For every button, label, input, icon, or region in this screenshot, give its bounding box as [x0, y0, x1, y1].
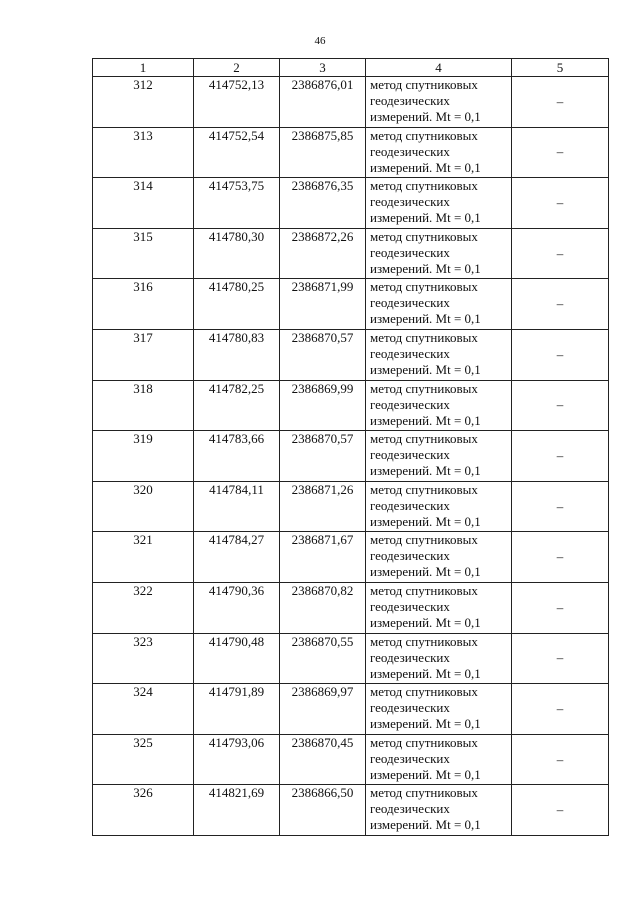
- method-description: [366, 431, 512, 482]
- coordinate-y: 2386869,97: [280, 684, 366, 735]
- coordinate-x: 414780,83: [194, 329, 280, 380]
- page-number: 46: [314, 35, 326, 47]
- table-row: [93, 380, 609, 431]
- point-number: 326: [93, 785, 194, 836]
- column-header-4: 4: [366, 59, 512, 77]
- point-number: 322: [93, 582, 194, 633]
- column-5-value: –: [512, 481, 609, 532]
- method-description: [366, 785, 512, 836]
- method-line: геодезических: [370, 244, 450, 260]
- table-row: [93, 633, 609, 684]
- method-line: геодезических: [370, 598, 450, 614]
- point-number: 313: [93, 127, 194, 178]
- method-line: метод спутниковых: [370, 785, 478, 801]
- table-row: [93, 329, 609, 380]
- method-line: геодезических: [370, 700, 450, 716]
- column-header-1: 1: [93, 59, 194, 77]
- method-line: метод спутниковых: [370, 734, 478, 750]
- column-5-value: –: [512, 329, 609, 380]
- method-line: геодезических: [370, 93, 450, 108]
- method-line: метод спутниковых: [370, 684, 478, 700]
- coordinate-y: 2386875,85: [280, 127, 366, 178]
- coordinate-x: 414752,54: [194, 127, 280, 178]
- coordinate-x: 414790,36: [194, 582, 280, 633]
- method-line: метод спутниковых: [370, 279, 478, 295]
- method-description: [366, 77, 512, 128]
- method-line: геодезических: [370, 447, 450, 463]
- method-line: измерений. Mt = 0,1: [370, 614, 481, 630]
- method-line: геодезических: [370, 497, 450, 513]
- coordinate-x: 414790,48: [194, 633, 280, 684]
- column-5-value: –: [512, 785, 609, 836]
- point-number: 321: [93, 532, 194, 583]
- method-line: измерений. Mt = 0,1: [370, 361, 481, 377]
- method-description: [366, 684, 512, 735]
- method-line: метод спутниковых: [370, 582, 478, 598]
- method-line: измерений. Mt = 0,1: [370, 665, 481, 681]
- method-line: геодезических: [370, 143, 450, 159]
- table-row: [93, 532, 609, 583]
- column-5-value: –: [512, 178, 609, 229]
- coordinate-x: 414784,11: [194, 481, 280, 532]
- method-line: метод спутниковых: [370, 431, 478, 447]
- column-5-value: –: [512, 532, 609, 583]
- table-row: [93, 431, 609, 482]
- point-number: 316: [93, 279, 194, 330]
- method-line: измерений. Mt = 0,1: [370, 716, 481, 732]
- coordinate-y: 2386870,82: [280, 582, 366, 633]
- method-line: геодезических: [370, 295, 450, 311]
- point-number: 319: [93, 431, 194, 482]
- column-5-value: –: [512, 431, 609, 482]
- coordinate-x: 414753,75: [194, 178, 280, 229]
- point-number: 325: [93, 734, 194, 785]
- method-line: измерений. Mt = 0,1: [370, 159, 481, 175]
- table-row: [93, 785, 609, 836]
- method-line: метод спутниковых: [370, 532, 478, 548]
- method-line: метод спутниковых: [370, 481, 478, 497]
- point-number: 323: [93, 633, 194, 684]
- coordinate-x: 414791,89: [194, 684, 280, 735]
- coordinate-x: 414780,25: [194, 279, 280, 330]
- method-line: метод спутниковых: [370, 329, 478, 345]
- method-description: [366, 380, 512, 431]
- table-row: [93, 582, 609, 633]
- table-row: [93, 127, 609, 178]
- method-line: метод спутниковых: [370, 127, 478, 143]
- column-5-value: –: [512, 228, 609, 279]
- method-description: [366, 228, 512, 279]
- point-number: 317: [93, 329, 194, 380]
- point-number: 318: [93, 380, 194, 431]
- column-5-value: –: [512, 77, 609, 128]
- column-5-value: –: [512, 582, 609, 633]
- method-line: геодезических: [370, 801, 450, 817]
- method-line: геодезических: [370, 750, 450, 766]
- method-line: метод спутниковых: [370, 178, 478, 194]
- method-description: [366, 178, 512, 229]
- coordinate-y: 2386870,57: [280, 431, 366, 482]
- point-number: 312: [93, 77, 194, 128]
- method-line: геодезических: [370, 548, 450, 564]
- coordinate-x: 414821,69: [194, 785, 280, 836]
- point-number: 315: [93, 228, 194, 279]
- method-line: измерений. Mt = 0,1: [370, 210, 481, 226]
- table-row: [93, 228, 609, 279]
- method-line: измерений. Mt = 0,1: [370, 412, 481, 428]
- column-header-2: 2: [194, 59, 280, 77]
- coordinate-x: 414793,06: [194, 734, 280, 785]
- coordinate-y: 2386872,26: [280, 228, 366, 279]
- column-5-value: –: [512, 279, 609, 330]
- method-line: измерений. Mt = 0,1: [370, 260, 481, 276]
- table-row: [93, 77, 609, 128]
- method-description: [366, 279, 512, 330]
- method-description: [366, 582, 512, 633]
- coordinate-x: 414784,27: [194, 532, 280, 583]
- table-row: [93, 178, 609, 229]
- method-description: [366, 532, 512, 583]
- method-line: измерений. Mt = 0,1: [370, 463, 481, 479]
- coordinate-y: 2386871,67: [280, 532, 366, 583]
- method-line: метод спутниковых: [370, 77, 478, 92]
- column-header-5: 5: [512, 59, 609, 77]
- point-number: 314: [93, 178, 194, 229]
- table-row: [93, 734, 609, 785]
- method-line: метод спутниковых: [370, 633, 478, 649]
- coordinate-y: 2386870,45: [280, 734, 366, 785]
- method-line: геодезических: [370, 345, 450, 361]
- coordinate-x: 414752,13: [194, 77, 280, 128]
- method-line: измерений. Mt = 0,1: [370, 766, 481, 782]
- coordinate-x: 414782,25: [194, 380, 280, 431]
- column-5-value: –: [512, 684, 609, 735]
- coordinate-y: 2386866,50: [280, 785, 366, 836]
- coordinate-x: 414783,66: [194, 431, 280, 482]
- method-description: [366, 481, 512, 532]
- method-description: [366, 127, 512, 178]
- method-description: [366, 734, 512, 785]
- table-row: [93, 684, 609, 735]
- coordinate-y: 2386876,01: [280, 77, 366, 128]
- method-line: измерений. Mt = 0,1: [370, 817, 481, 833]
- method-line: метод спутниковых: [370, 228, 478, 244]
- column-5-value: –: [512, 127, 609, 178]
- coordinate-y: 2386871,26: [280, 481, 366, 532]
- point-number: 320: [93, 481, 194, 532]
- column-header-3: 3: [280, 59, 366, 77]
- coordinate-y: 2386876,35: [280, 178, 366, 229]
- method-line: измерений. Mt = 0,1: [370, 513, 481, 529]
- method-line: геодезических: [370, 194, 450, 210]
- column-5-value: –: [512, 734, 609, 785]
- method-line: измерений. Mt = 0,1: [370, 311, 481, 327]
- coordinate-y: 2386869,99: [280, 380, 366, 431]
- method-line: метод спутниковых: [370, 380, 478, 396]
- method-description: [366, 633, 512, 684]
- method-line: измерений. Mt = 0,1: [370, 109, 481, 124]
- header-row: [93, 59, 609, 77]
- coordinate-x: 414780,30: [194, 228, 280, 279]
- table-row: [93, 279, 609, 330]
- coordinates-table: [92, 58, 609, 836]
- coordinate-y: 2386870,55: [280, 633, 366, 684]
- column-5-value: –: [512, 380, 609, 431]
- coordinate-y: 2386871,99: [280, 279, 366, 330]
- column-5-value: –: [512, 633, 609, 684]
- table-row: [93, 481, 609, 532]
- point-number: 324: [93, 684, 194, 735]
- coordinate-y: 2386870,57: [280, 329, 366, 380]
- method-line: геодезических: [370, 649, 450, 665]
- method-description: [366, 329, 512, 380]
- method-line: измерений. Mt = 0,1: [370, 564, 481, 580]
- method-line: геодезических: [370, 396, 450, 412]
